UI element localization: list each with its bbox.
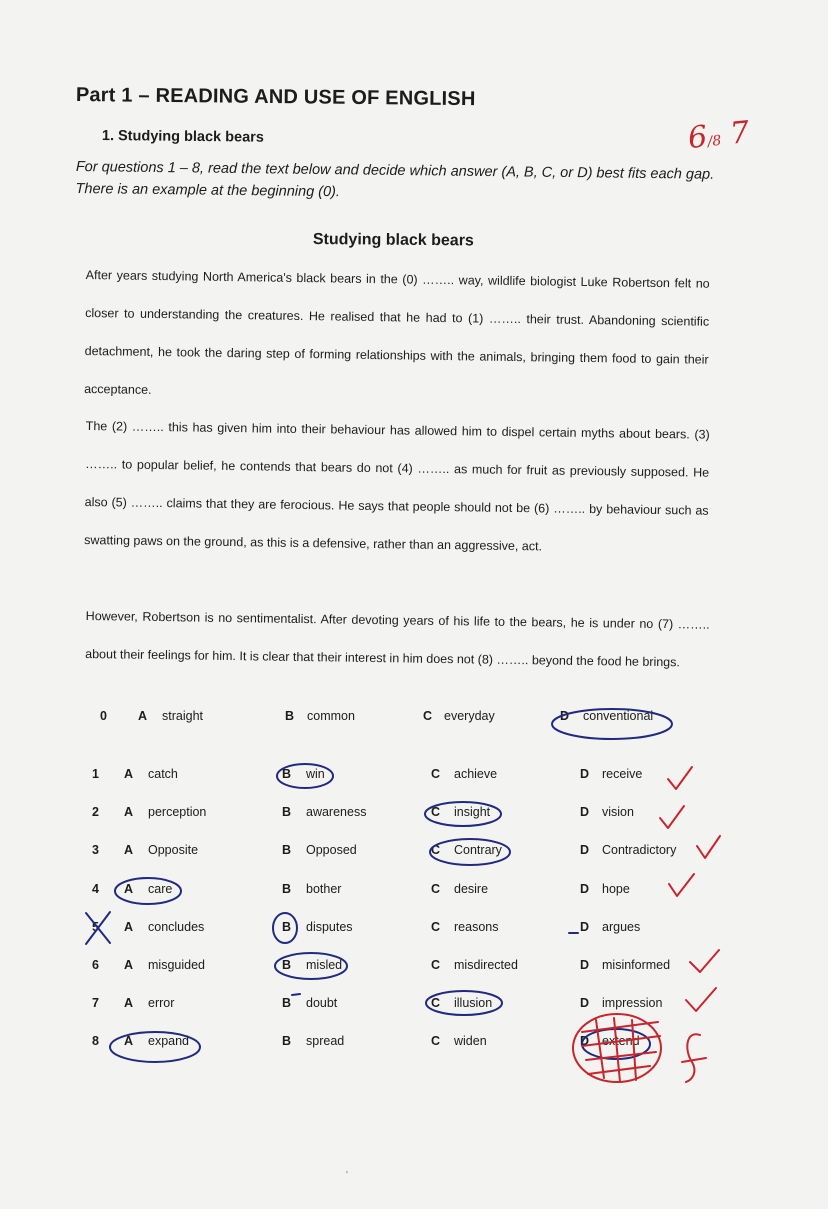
text-title: Studying black bears — [312, 231, 474, 250]
option-d: extend — [602, 1034, 640, 1048]
letter-b: B — [282, 996, 292, 1010]
option-c: widen — [454, 1034, 487, 1048]
option-c: desire — [454, 882, 489, 896]
letter-d: D — [580, 843, 590, 857]
option-b: spread — [306, 1034, 345, 1048]
paragraph-1-text: After years studying North America's black bears in the (0) …….. way, wildlife biologist Luke Robertson felt no closer to understanding the creatures. He realised that he had to (1) …….. their trust. Abandoning scientific detachment, he took the daring step of forming relationships with the animals, bringing them food to gain their acceptance. — [84, 267, 710, 397]
option-b: common — [307, 709, 355, 723]
score-mark — [686, 115, 751, 156]
passage-paragraph-1 — [84, 256, 710, 417]
question-number: 1 — [92, 767, 99, 781]
option-d: argues — [602, 920, 641, 934]
passage-paragraph-3 — [85, 597, 710, 682]
letter-d: D — [560, 709, 570, 723]
paragraph-3-text: However, Robertson is no sentimentalist. After devoting years of his life to the bears, he is under no (7) …….. about their feelings for him. It is clear that their interest in him does not (8) …….. beyond the food he brings. — [85, 608, 710, 670]
option-a: straight — [162, 709, 203, 723]
option-b: win — [306, 767, 325, 781]
letter-b: B — [285, 709, 295, 723]
option-b: Opposed — [306, 843, 357, 857]
option-a: Opposite — [148, 843, 199, 857]
paragraph-2-text: The (2) …….. this has given him into their behaviour has allowed him to dispel certain myths about bears. (3) …….. to popular belief, he contends that bears do not (4) …….. as much for fruit as previously supposed. He also (5) …….. claims that they are ferocious. He says that people should not be (6) …….. by behaviour such as swatting paws on the ground, as this is a defensive, rather than an aggressive, act. — [84, 418, 710, 554]
letter-d: D — [580, 767, 590, 781]
option-row-4 — [0, 882, 828, 908]
letter-d: D — [580, 882, 590, 896]
part-title: Part 1 – READING AND USE OF ENGLISH — [75, 84, 476, 111]
option-c: misdirected — [454, 958, 518, 972]
question-number: 0 — [100, 709, 107, 723]
option-d: conventional — [583, 709, 654, 723]
letter-c: C — [431, 805, 441, 819]
page-dot: ' — [346, 1170, 348, 1181]
option-a: expand — [148, 1034, 190, 1048]
letter-c: C — [431, 1034, 441, 1048]
option-row-0 — [0, 709, 828, 735]
option-b: disputes — [306, 920, 353, 934]
option-c: everyday — [444, 709, 495, 723]
letter-b: B — [282, 882, 292, 896]
option-a: concludes — [148, 920, 205, 934]
letter-a: A — [124, 1034, 134, 1048]
score-corrected: 7 — [728, 114, 752, 152]
option-row-3 — [0, 843, 828, 869]
option-d: impression — [602, 996, 663, 1010]
option-d: Contradictory — [602, 843, 677, 857]
letter-b: B — [282, 843, 292, 857]
letter-a: A — [124, 882, 134, 896]
option-b: doubt — [306, 996, 338, 1010]
option-row-8 — [0, 1034, 828, 1060]
letter-d: D — [580, 996, 590, 1010]
option-row-7 — [0, 996, 828, 1022]
letter-d: D — [580, 1034, 590, 1048]
letter-d: D — [580, 805, 590, 819]
letter-c: C — [431, 882, 441, 896]
option-row-1 — [0, 767, 828, 793]
letter-a: A — [124, 843, 134, 857]
option-d: receive — [602, 767, 643, 781]
letter-a: A — [124, 805, 134, 819]
score-main: 6 — [686, 119, 709, 157]
letter-b: B — [282, 958, 292, 972]
letter-c: C — [431, 843, 441, 857]
option-a: error — [148, 996, 175, 1010]
option-row-6 — [0, 958, 828, 984]
option-a: misguided — [148, 958, 205, 972]
letter-c: C — [431, 958, 441, 972]
letter-c: C — [423, 709, 433, 723]
option-b: bother — [306, 882, 342, 896]
option-a: perception — [148, 805, 207, 819]
letter-b: B — [282, 1034, 292, 1048]
question-number: 2 — [92, 805, 99, 819]
passage-paragraph-2 — [84, 407, 710, 568]
option-b: misled — [306, 958, 343, 972]
letter-a: A — [124, 920, 134, 934]
option-d: vision — [602, 805, 634, 819]
letter-c: C — [431, 920, 441, 934]
option-c: achieve — [454, 767, 498, 781]
option-row-5 — [0, 920, 828, 946]
option-c: insight — [454, 805, 491, 819]
letter-a: A — [124, 996, 134, 1010]
letter-b: B — [282, 920, 292, 934]
section-title: 1. Studying black bears — [101, 128, 264, 146]
option-d: misinformed — [602, 958, 671, 972]
option-c: illusion — [454, 996, 493, 1010]
question-number: 4 — [92, 882, 99, 896]
question-number: 5 — [92, 920, 99, 934]
letter-c: C — [431, 767, 441, 781]
option-c: Contrary — [454, 843, 502, 857]
option-b: awareness — [306, 805, 367, 819]
instructions: For questions 1 – 8, read the text below and decide which answer (A, B, C, or D) best fits each gap. There is an example at the beginning (0). — [75, 158, 715, 201]
letter-a: A — [124, 767, 134, 781]
option-a: catch — [148, 767, 178, 781]
letter-b: B — [282, 767, 292, 781]
letter-b: B — [282, 805, 292, 819]
letter-a: A — [124, 958, 134, 972]
question-number: 8 — [92, 1034, 99, 1048]
option-c: reasons — [454, 920, 499, 934]
score-denominator: /8 — [706, 132, 723, 151]
option-d: hope — [602, 882, 630, 896]
letter-d: D — [580, 920, 590, 934]
letter-d: D — [580, 958, 590, 972]
option-a: care — [148, 882, 173, 896]
option-row-2 — [0, 805, 828, 831]
question-number: 3 — [92, 843, 99, 857]
question-number: 7 — [92, 996, 99, 1010]
question-number: 6 — [92, 958, 99, 972]
letter-a: A — [138, 709, 148, 723]
letter-c: C — [431, 996, 441, 1010]
